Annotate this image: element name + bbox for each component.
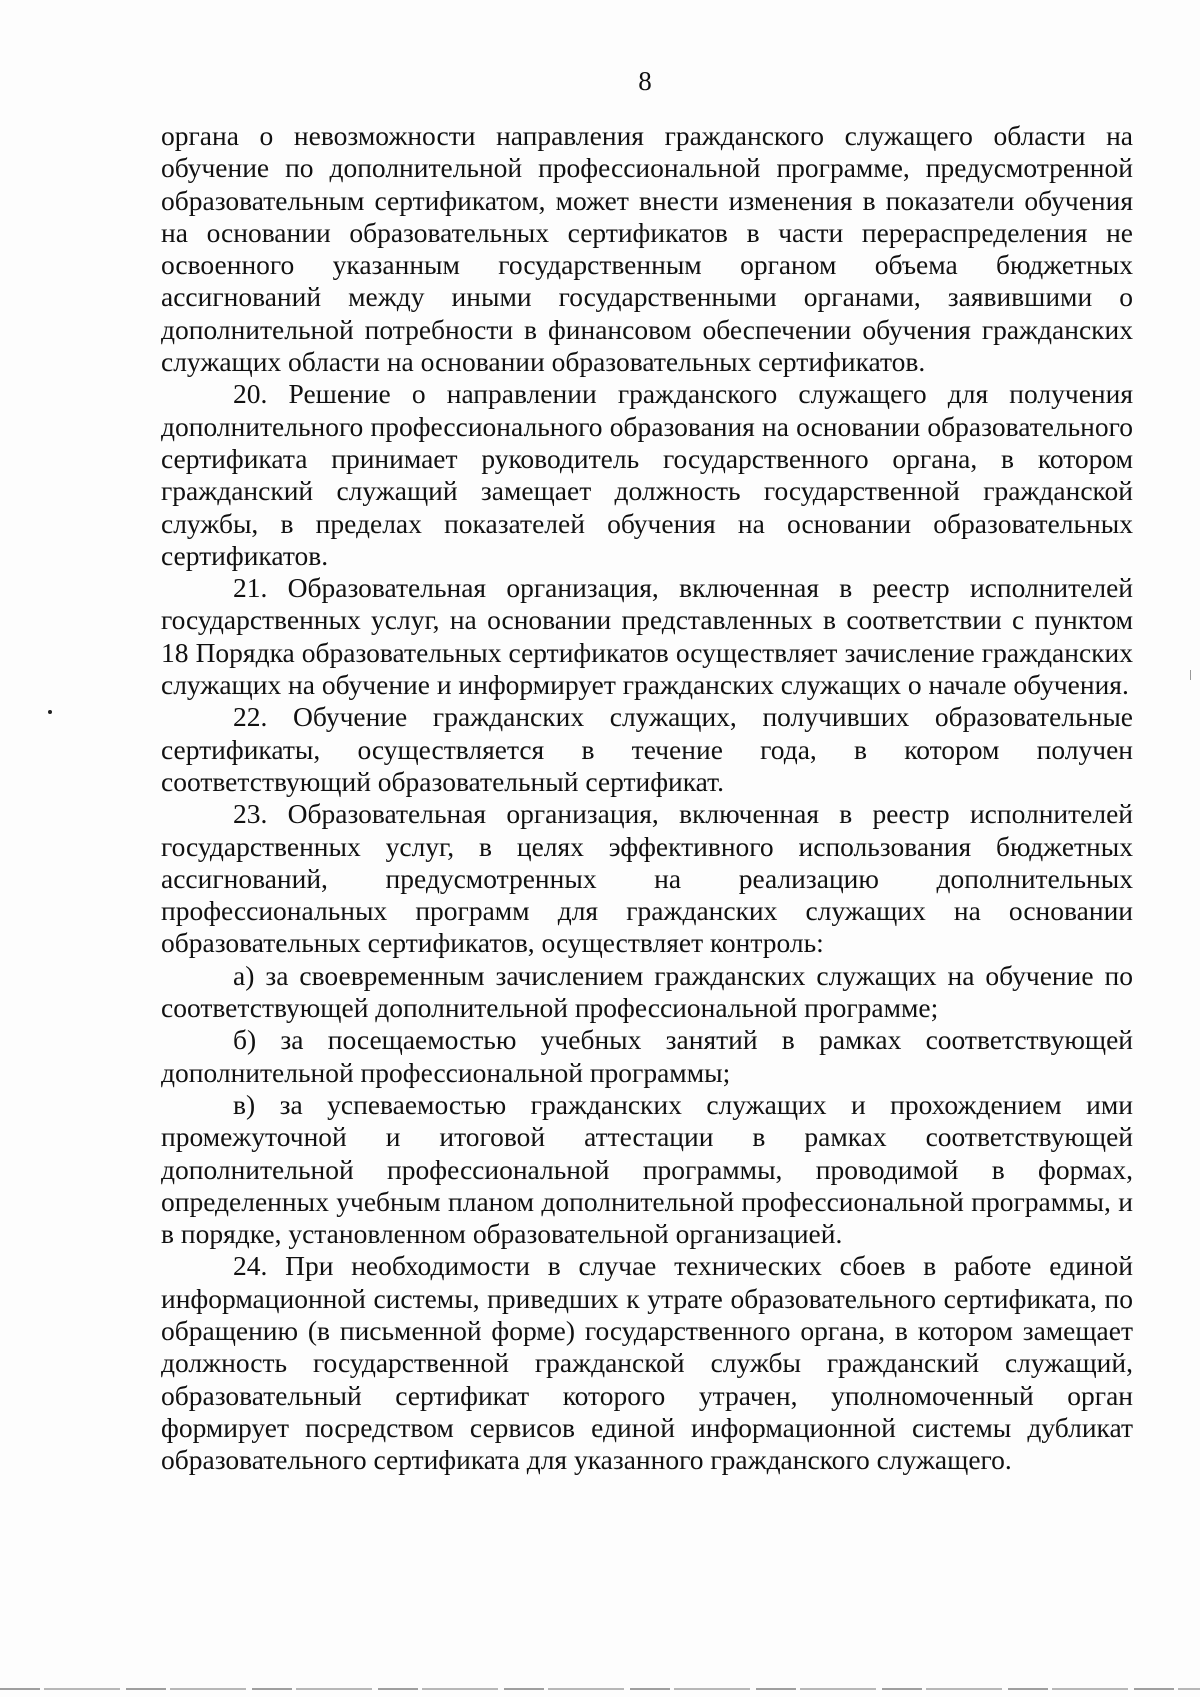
paragraph-23: 23. Образовательная организация, включенная в реестр исполнителей государственных услуг, в целях эффективного использования бюджетных ассигнований, предусмотренных на реализацию дополнительных профессиональных программ для гражданских служащих на основании образовательных сертификатов, осуществляет контроль: [161,798,1133,959]
paragraph-20: 20. Решение о направлении гражданского служащего для получения дополнительного профессионального образования на основании образовательного сертификата принимает руководитель государственного органа, в котором гражданский служащий замещает должность государственной гражданской службы, в пределах показателей обучения на основании образовательных сертификатов. [161,378,1133,571]
document-body [161,120,1133,1476]
paragraph-21: 21. Образовательная организация, включенная в реестр исполнителей государственных услуг, на основании представленных в соответствии с пунктом 18 Порядка образовательных сертификатов осуществляет зачисление гражданских служащих на обучение и информирует гражданских служащих о начале обучения. [161,572,1133,701]
paragraph-23-item-b: б) за посещаемостью учебных занятий в рамках соответствующей дополнительной профессиональной программы; [161,1024,1133,1088]
scan-mark [1190,670,1191,680]
scan-edge-line [0,1688,1200,1690]
paragraph-24: 24. При необходимости в случае технических сбоев в работе единой информационной системы, приведших к утрате образовательного сертификата, по обращению (в письменной форме) государственного органа, в котором замещает должность государственной гражданской службы гражданский служащий, образовательный сертификат которого утрачен, уполномоченный орган формирует посредством сервисов единой информационной системы дубликат образовательного сертификата для указанного гражданского служащего. [161,1250,1133,1476]
paragraph-continuation: органа о невозможности направления гражданского служащего области на обучение по дополнительной профессиональной программе, предусмотренной образовательным сертификатом, может внести изменения в показатели обучения на основании образовательных сертификатов в части перераспределения не освоенного указанным государственным органом объема бюджетных ассигнований между иными государственными органами, заявившими о дополнительной потребности в финансовом обеспечении обучения гражданских служащих области на основании образовательных сертификатов. [161,120,1133,378]
paragraph-23-item-a: а) за своевременным зачислением гражданских служащих на обучение по соответствующей дополнительной профессиональной программе; [161,959,1133,1024]
paragraph-23-item-v: в) за успеваемостью гражданских служащих и прохождением ими промежуточной и итоговой аттестации в рамках соответствующей дополнительной профессиональной программы, проводимой в формах, определенных учебным планом дополнительной профессиональной программы, и в порядке, установленном образовательной организацией. [161,1088,1133,1250]
page-number: 8 [638,66,652,96]
paragraph-22: 22. Обучение гражданских служащих, получивших образовательные сертификаты, осуществляется в течение года, в котором получен соответствующий образовательный сертификат. [161,701,1133,797]
scan-speck [48,710,52,714]
